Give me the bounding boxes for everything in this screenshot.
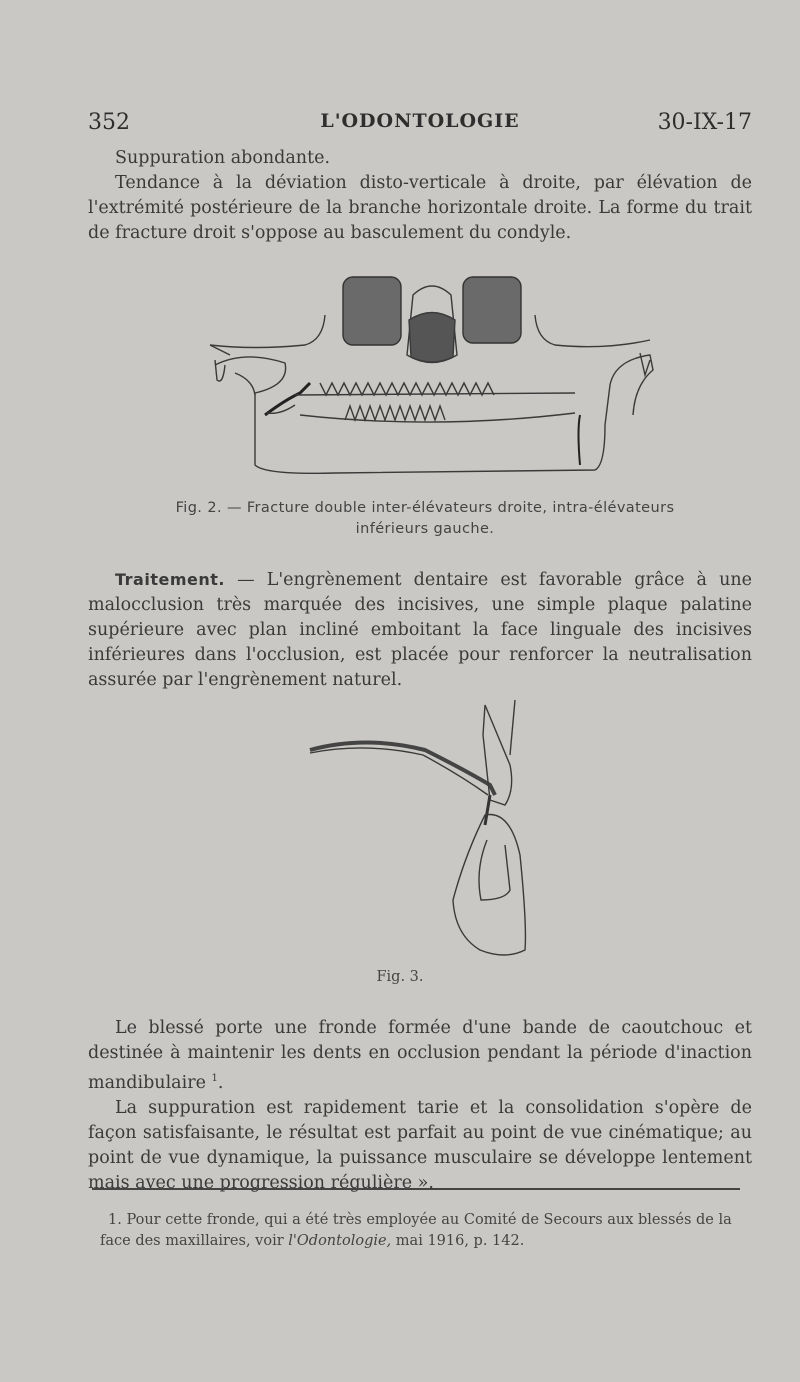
footnote-journal: l'Odontologie, xyxy=(288,1233,392,1249)
paragraph-suppuration xyxy=(88,146,752,246)
journal-title: L'ODONTOLOGIE xyxy=(320,110,520,132)
section-lead: Traitement. xyxy=(115,570,225,589)
footnote xyxy=(100,1210,760,1252)
paragraph-text: Le blessé porte une fronde formée d'une bande de caoutchouc et destinée à maintenir les dents en occlusion pendant la période d'inaction mandibulaire xyxy=(88,1018,752,1093)
paragraph-traitement xyxy=(88,567,752,693)
figure-3-incisor-plate-drawing xyxy=(305,695,555,960)
paragraph-text: La suppuration est rapidement tarie et la consolidation s'opère de façon satisfaisante, le résultat est parfait au point de vue cinématique; au point de vue dynamique, la puissance musculaire se développe lentement mais avec une progression régulière ». xyxy=(88,1097,752,1193)
paragraph-fronde xyxy=(88,1016,752,1196)
issue-date: 30-IX-17 xyxy=(657,110,752,135)
paragraph-text: Tendance à la déviation disto-verticale à droite, par élévation de l'extrémité postérieure de la branche horizontale droite. La forme du trait de fracture droit s'oppose au basculement du condyle. xyxy=(88,173,752,243)
footnote-text: 1. Pour cette fronde, qui a été très employée au Comité de Secours aux blessés de la face des maxillaires, voir xyxy=(100,1212,732,1249)
paragraph-text: — L'engrènement dentaire est favorable grâce à une malocclusion très marquée des incisives, une simple plaque palatine supérieure avec plan incliné emboitant la face linguale des incisives inférieures dans l'occlusion, est placée pour renforcer la neutralisation assurée par l'engrènement naturel. xyxy=(88,570,752,690)
footnote-text-end: mai 1916, p. 142. xyxy=(391,1233,525,1249)
footnote-ref: 1 xyxy=(211,1073,218,1084)
running-header xyxy=(88,110,752,142)
figure-3-caption: Fig. 3. xyxy=(376,969,424,985)
paragraph-end: . xyxy=(217,1072,224,1093)
footnote-divider xyxy=(92,1188,740,1190)
page-number: 352 xyxy=(88,110,130,135)
figure-2-jaw-fracture-drawing xyxy=(195,265,665,485)
figure-2-caption: Fig. 2. — Fracture double inter-élévateurs droite, intra-élévateurs inférieurs gauche. xyxy=(175,500,675,537)
paragraph-line: Suppuration abondante. xyxy=(115,148,331,168)
